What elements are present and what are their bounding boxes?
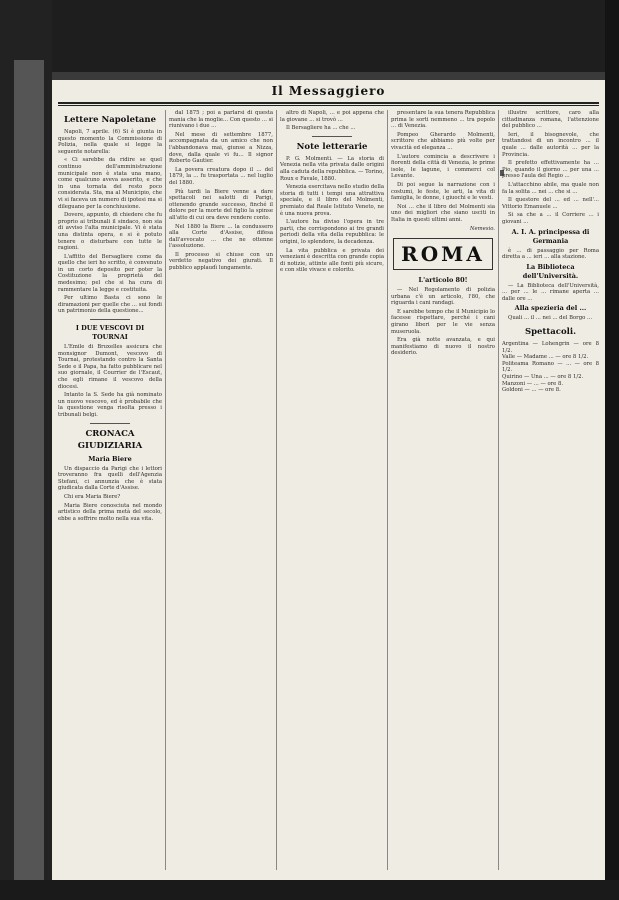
section-title: CRONACA GIUDIZIARIA	[77, 428, 143, 451]
column-rule	[387, 110, 388, 870]
listing-item: Manzoni — ... — ore 8.	[502, 380, 564, 387]
paragraph: L'autore comincia a descrivere i fiorenti della città di Venezia, le prime isole, le lagune, i commerci col Levante.	[391, 153, 495, 180]
listing-item: Quirino — Una ... — ore 8 1/2.	[502, 374, 584, 381]
scan-border-right	[605, 0, 619, 900]
paragraph: Il processo si chiuse con un verdetto negativo dei giurati. Il pubblico applaudì lungamente.	[169, 251, 273, 272]
paragraph: Nel 1880 la Biere ... la condussero alla Corte d'Assise, difesa dall'avvocato ... che ne ottenne l'assoluzione.	[169, 223, 273, 250]
column-rule	[276, 110, 277, 870]
paragraph: Intanto la S. Sede ha già nominato un nuovo vescovo, ed è probabile che la questione venga risolta presso i tribunali belgi.	[58, 392, 162, 418]
paragraph: Il Bersagliere ha ... che ...	[286, 125, 356, 132]
paragraph: Chi era Maria Biere?	[64, 493, 121, 500]
section-title: Lettere Napoletane	[63, 115, 157, 125]
paragraph: La povera creatura dopo il ... del 1879, la ... fu trasportata ... nel luglio del 1880.	[169, 166, 273, 186]
paragraph: L'affitto del Bersagliere come da quello che ieri ho scritto, è convenuto in un corto deposito per poter la Costituzione la proprietà del medesimo; pel che si ha cura di rammentare la legge e costituita.	[58, 253, 162, 293]
listing-item: Argentina — Lohengrin — ore 8 1/2.	[502, 341, 599, 354]
paragraph: Il prefetto effettivamente ha ... Pio, quando il giorno ... per una ... presso l'aula del Regio ...	[502, 160, 599, 180]
divider	[90, 423, 130, 424]
subsection-title: L'articolo 80!	[418, 276, 468, 285]
paragraph: — La Biblioteca dell'Università, ... per ... le ... rimane aperta ... dalle ore ...	[502, 282, 599, 302]
listing-item: Valle — Madame ... — ore 8 1/2.	[502, 354, 589, 361]
paragraph: Un dispaccio da Parigi che i lettori troveranno fra quelli dell'Agenzia Stefani, ci annunzia che è stata giudicata dalla Corte d'Assise.	[58, 465, 162, 492]
paragraph: presentare la sua tenera Repubblica prima le sorti nemmeno ... tra popolo ... di Venezia.	[391, 110, 495, 130]
paragraph: Venezia esercitava nello studio della storia di tutti i tempi una attrattiva speciale, e il libro del Molmenti, premiato dal Reale Istituto Veneto, ne è una nuova prova.	[280, 184, 384, 217]
section-title: Note letterarie	[296, 141, 368, 152]
paragraph: Ieri, il bisognevole, che trattandosi di un incontro ... il quale ... dalle autorità ... per la Provincia.	[502, 131, 599, 158]
header-rule	[58, 102, 599, 104]
scan-border-bottom	[0, 880, 619, 900]
listing-item: Goldoni — ... — ore 8.	[502, 387, 561, 394]
paragraph: altro di Napoli, ... e poi appena che la giovane ... si trovò ...	[280, 110, 384, 123]
paragraph: Pompeo Gherardo Molmenti, scrittore che abbiamo più volte per vivacità ed eleganza ...	[391, 131, 495, 151]
paragraph: dal 1875 ; poi a parlarsi di questa mania che la moglie... Con questo ... si riunivano i due ...	[169, 110, 273, 130]
paragraph: — Nel Regolamento di polizia urbana c'è un articolo, l'80, che riguarda i cani randagi.	[391, 287, 495, 307]
subsection-title: La Biblioteca dell'Università.	[522, 262, 579, 280]
paragraph: Di poi segue la narrazione con i costumi, le feste, le arti, la vita di famiglia, le donne, i giuochi e le vesti.	[391, 181, 495, 202]
column-rule	[165, 110, 166, 870]
scan-border-top	[0, 0, 619, 72]
paragraph: è ... di passaggio per Roma diretta a ... ieri ... alla stazione.	[502, 247, 599, 261]
paragraph: Quali ... il ... nei ... del Borgo ...	[508, 315, 593, 322]
signature: Nemesio.	[469, 225, 495, 232]
header-rule-thin	[58, 105, 599, 106]
paragraph: Noi ... che il libro del Molmenti sia uno dei migliori che siano usciti in Italia in questi ultimi anni.	[391, 203, 495, 223]
paragraph: Più tardi la Biere venne a dare spettacoli nei salotti di Parigi, ottenendo grande successo, finché il dolore per la morte del figlio la spinse all'atto di cui ora deve rendere conto.	[169, 188, 273, 221]
column-rule	[498, 110, 499, 870]
paragraph: L'attacchino abile, ma quale non fa la solita ... nei ... che si ...	[502, 181, 599, 195]
paragraph: Maria Biere conosciuta nel mondo artistico della prima metà del secolo, ebbe a soffrire molto nella sua vita.	[58, 502, 162, 522]
paragraph: Dovere, appunto, di chiedere che fu proprio ai tribunali il sindaco, non sia di avviso l'alta municipale. Vi è stata una distinta opera, e si è potuto tenere o disturbare con tutte le ragioni.	[58, 212, 162, 252]
column-3	[280, 110, 384, 870]
paragraph: Il questore del ... ed ... nell'... Vittorio Emanuele ...	[502, 197, 599, 210]
paragraph: E sarebbe tempo che il Municipio lo facesse rispettare, perché i cani girano liberi per le vie senza museruola.	[391, 308, 495, 335]
paragraph: Nel mese di settembre 1877, accompagnata da un amico che non l'abbandonava mai, giunse a Nizza, dove, dalla quale vi fu... Il signor Roberto Gautier.	[169, 131, 273, 165]
paragraph: Era già notte avanzata, e qui manifestiamo di nuovo il nostro desiderio.	[391, 337, 495, 357]
newspaper-page	[52, 80, 605, 880]
paragraph: Si sa che a ... il Corriere ... i giovani ...	[502, 212, 599, 225]
section-title: Spettacoli.	[524, 327, 577, 338]
column-4	[391, 110, 495, 870]
paragraph: Per ultimo Basta ci sono le diramazioni per quelle che ... sui fondi un patrimonio della questione...	[58, 295, 162, 315]
binding-strip	[14, 60, 44, 900]
paragraph: Napoli, 7 aprile. (6) Si è giunta in questo momento la Commissione di Polizia, nella quale si legge la seguente notarella:	[58, 129, 162, 155]
subsection-title: Maria Biere	[88, 454, 132, 463]
paragraph: L'Emile di Bruxelles assicura che monsignor Dumont, vescovo di Tournai, protestando contro la Santa Sede e il Papa, ha fatto pubblicare nel suo giornale, il Courrier de l'Escaut, che egli rimane il vescovo della diocesi.	[58, 344, 162, 390]
subsection-title: I DUE VESCOVI DI TOURNAI	[75, 324, 145, 342]
paragraph: « Ci sarebbe da ridire se quel continuo dell'amministrazione municipale non è stata una mano, come qualcuno aveva asserito, e che in una tornata del resto poco considerata. Sta, ma al Municipio, che vi si faceva un numero di ipotesi ma si dileguano per la conchiusione.	[58, 157, 162, 210]
subsection-title: A. I. A. principessa di Germania	[511, 227, 590, 245]
paragraph: L'autore ha diviso l'opera in tre parti, che corrispondono ai tre grandi periodi della vita della repubblica: le origini, lo splendore, la decadenza.	[280, 219, 384, 245]
masthead: Il Messaggiero	[271, 84, 386, 98]
column-1	[58, 110, 162, 870]
paragraph: P. G. Molmenti. — La storia di Venezia nella vita privata dalle origini alla caduta della repubblica. — Torino, Roux e Favale, 1880.	[280, 155, 384, 182]
divider	[312, 136, 352, 137]
column-2	[169, 110, 273, 870]
paragraph: La vita pubblica e privata dei veneziani è descritta con grande copia di notizie, attinte alle fonti più sicure, e con stile vivace e colorito.	[280, 247, 384, 274]
roma-heading: ROMA	[393, 238, 493, 270]
paragraph: illustre scrittore, caro alla cittadinanza romana, l'attenzione del pubblico ...	[502, 110, 599, 130]
listing-item: Politeama Romano — ... — ore 8 1/2.	[502, 360, 599, 374]
subsection-title: Alla spezieria del ...	[514, 304, 587, 313]
column-5	[502, 110, 599, 870]
divider	[90, 319, 130, 320]
